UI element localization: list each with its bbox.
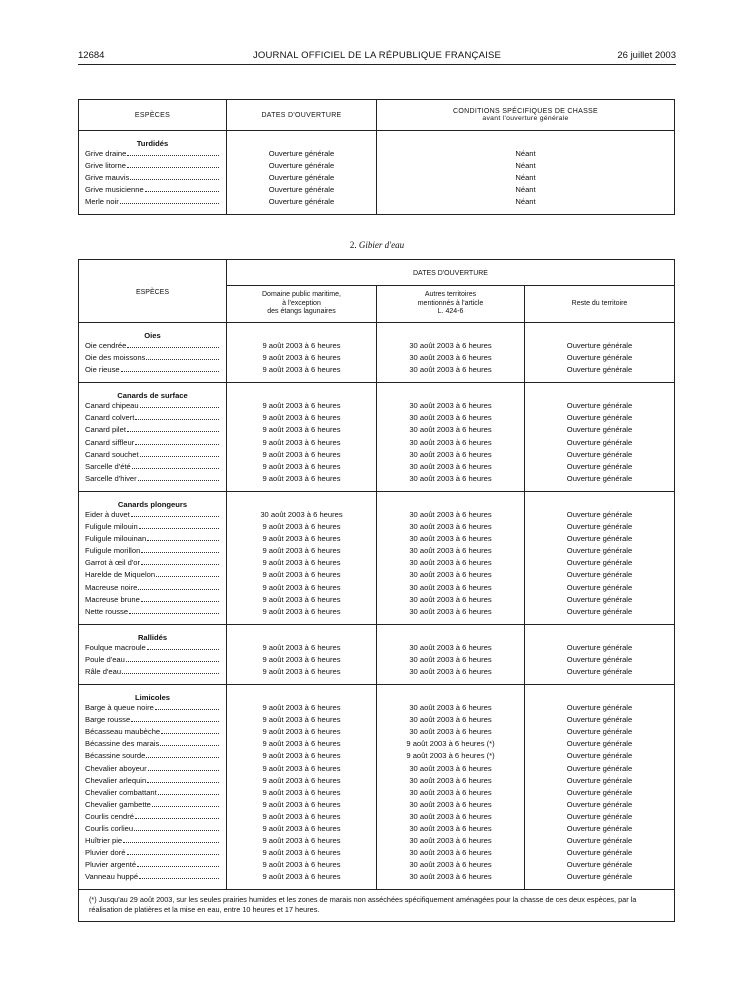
date-domaine-public: 9 août 2003 à 6 heures <box>227 582 377 594</box>
date-reste-territoire: Ouverture générale <box>525 557 675 569</box>
species-name: Canard chipeau <box>79 400 227 412</box>
date-reste-territoire: Ouverture générale <box>525 473 675 485</box>
table-row <box>79 196 675 208</box>
col-header-conditions: CONDITIONS SPÉCIFIQUES DE CHASSE avant l'ouverture générale <box>377 100 675 131</box>
date-reste-territoire: Ouverture générale <box>525 352 675 364</box>
species-name: Oie des moissons <box>79 352 227 364</box>
date-autres-territoires: 30 août 2003 à 6 heures <box>377 799 525 811</box>
species-name: Fuligule milouinan <box>79 533 227 545</box>
group-title-row <box>79 131 675 149</box>
opening-date: Ouverture générale <box>227 148 377 160</box>
date-domaine-public: 9 août 2003 à 6 heures <box>227 775 377 787</box>
date-reste-territoire: Ouverture générale <box>525 412 675 424</box>
species-name: Eider à duvet <box>79 509 227 521</box>
table-row <box>79 521 675 533</box>
date-domaine-public: 9 août 2003 à 6 heures <box>227 424 377 436</box>
col-header-dates: DATES D'OUVERTURE <box>227 100 377 131</box>
date-reste-territoire: Ouverture générale <box>525 340 675 352</box>
date-autres-territoires: 30 août 2003 à 6 heures <box>377 871 525 883</box>
opening-date: Ouverture générale <box>227 196 377 208</box>
date-autres-territoires: 30 août 2003 à 6 heures <box>377 424 525 436</box>
species-name: Chevalier aboyeur <box>79 763 227 775</box>
page-header <box>78 50 676 65</box>
date-autres-territoires: 30 août 2003 à 6 heures <box>377 714 525 726</box>
table-row <box>79 424 675 436</box>
date-reste-territoire: Ouverture générale <box>525 400 675 412</box>
table-row <box>79 823 675 835</box>
date-reste-territoire: Ouverture générale <box>525 569 675 581</box>
date-autres-territoires: 30 août 2003 à 6 heures <box>377 473 525 485</box>
species-name: Merle noir <box>79 196 227 208</box>
species-name: Macreuse brune <box>79 594 227 606</box>
date-reste-territoire: Ouverture générale <box>525 750 675 762</box>
species-name: Bécassine sourde <box>79 750 227 762</box>
date-domaine-public: 9 août 2003 à 6 heures <box>227 823 377 835</box>
table-row <box>79 835 675 847</box>
table-row <box>79 582 675 594</box>
date-domaine-public: 9 août 2003 à 6 heures <box>227 787 377 799</box>
date-autres-territoires: 30 août 2003 à 6 heures <box>377 364 525 376</box>
date-reste-territoire: Ouverture générale <box>525 811 675 823</box>
gibier-eau-table <box>78 259 675 922</box>
table-row <box>79 763 675 775</box>
table-row <box>79 437 675 449</box>
table-row <box>79 352 675 364</box>
date-autres-territoires: 30 août 2003 à 6 heures <box>377 847 525 859</box>
col-header-autres-territoires: Autres territoires mentionnés à l'article L. 424-6 <box>377 286 525 323</box>
species-name: Grive mauvis <box>79 172 227 184</box>
date-reste-territoire: Ouverture générale <box>525 364 675 376</box>
date-reste-territoire: Ouverture générale <box>525 606 675 618</box>
species-name: Nette rousse <box>79 606 227 618</box>
journal-title: JOURNAL OFFICIEL DE LA RÉPUBLIQUE FRANÇAISE <box>252 50 502 61</box>
group-title-row <box>79 685 675 703</box>
table-row <box>79 449 675 461</box>
species-name: Sarcelle d'été <box>79 461 227 473</box>
species-name: Huîtrier pie <box>79 835 227 847</box>
species-name: Râle d'eau <box>79 666 227 678</box>
date-reste-territoire: Ouverture générale <box>525 714 675 726</box>
date-reste-territoire: Ouverture générale <box>525 449 675 461</box>
col-header-species: ESPÈCES <box>79 100 227 131</box>
date-autres-territoires: 30 août 2003 à 6 heures <box>377 533 525 545</box>
date-reste-territoire: Ouverture générale <box>525 847 675 859</box>
date-domaine-public: 9 août 2003 à 6 heures <box>227 835 377 847</box>
col-header-reste-territoire: Reste du territoire <box>525 286 675 323</box>
date-autres-territoires: 30 août 2003 à 6 heures <box>377 557 525 569</box>
date-domaine-public: 9 août 2003 à 6 heures <box>227 473 377 485</box>
group-title-row <box>79 491 675 509</box>
date-domaine-public: 9 août 2003 à 6 heures <box>227 666 377 678</box>
date-domaine-public: 9 août 2003 à 6 heures <box>227 642 377 654</box>
species-name: Grive musicienne <box>79 184 227 196</box>
date-autres-territoires: 30 août 2003 à 6 heures <box>377 666 525 678</box>
date-reste-territoire: Ouverture générale <box>525 461 675 473</box>
table-row <box>79 364 675 376</box>
footnote: (*) Jusqu'au 29 août 2003, sur les seules prairies humides et les zones de marais non asséchées spécifiquement aménagées pour la chasse de ces deux espèces, par la réalisation de platières et la mise en eau, entre 10 heures et 17 heures. <box>79 890 675 922</box>
species-name: Oie cendrée <box>79 340 227 352</box>
date-domaine-public: 9 août 2003 à 6 heures <box>227 521 377 533</box>
date-domaine-public: 9 août 2003 à 6 heures <box>227 557 377 569</box>
table-row <box>79 509 675 521</box>
species-name: Poule d'eau <box>79 654 227 666</box>
date-autres-territoires: 30 août 2003 à 6 heures <box>377 461 525 473</box>
table-row <box>79 811 675 823</box>
date-reste-territoire: Ouverture générale <box>525 437 675 449</box>
hunting-conditions: Néant <box>377 196 675 208</box>
date-reste-territoire: Ouverture générale <box>525 582 675 594</box>
date-domaine-public: 9 août 2003 à 6 heures <box>227 726 377 738</box>
col-header-species: ESPÈCES <box>79 260 227 323</box>
table-row <box>79 594 675 606</box>
date-domaine-public: 9 août 2003 à 6 heures <box>227 799 377 811</box>
date-autres-territoires: 30 août 2003 à 6 heures <box>377 775 525 787</box>
date-reste-territoire: Ouverture générale <box>525 424 675 436</box>
table-row <box>79 412 675 424</box>
date-autres-territoires: 30 août 2003 à 6 heures <box>377 606 525 618</box>
table-row <box>79 726 675 738</box>
table-row <box>79 799 675 811</box>
species-name: Fuligule morillon <box>79 545 227 557</box>
date-reste-territoire: Ouverture générale <box>525 642 675 654</box>
date-reste-territoire: Ouverture générale <box>525 654 675 666</box>
date-autres-territoires: 30 août 2003 à 6 heures <box>377 835 525 847</box>
opening-date: Ouverture générale <box>227 184 377 196</box>
table-row <box>79 461 675 473</box>
hunting-conditions: Néant <box>377 148 675 160</box>
date-domaine-public: 9 août 2003 à 6 heures <box>227 533 377 545</box>
species-name: Bécasseau maubèche <box>79 726 227 738</box>
date-domaine-public: 9 août 2003 à 6 heures <box>227 400 377 412</box>
date-domaine-public: 9 août 2003 à 6 heures <box>227 847 377 859</box>
group-title-row <box>79 624 675 642</box>
table-row <box>79 642 675 654</box>
date-reste-territoire: Ouverture générale <box>525 799 675 811</box>
table-row <box>79 654 675 666</box>
species-name: Vanneau huppé <box>79 871 227 883</box>
table-row <box>79 666 675 678</box>
date-reste-territoire: Ouverture générale <box>525 859 675 871</box>
date-domaine-public: 9 août 2003 à 6 heures <box>227 738 377 750</box>
table-row <box>79 775 675 787</box>
date-domaine-public: 9 août 2003 à 6 heures <box>227 545 377 557</box>
date-autres-territoires: 9 août 2003 à 6 heures (*) <box>377 750 525 762</box>
date-autres-territoires: 30 août 2003 à 6 heures <box>377 787 525 799</box>
date-autres-territoires: 30 août 2003 à 6 heures <box>377 437 525 449</box>
species-name: Barge à queue noire <box>79 702 227 714</box>
date-domaine-public: 9 août 2003 à 6 heures <box>227 871 377 883</box>
table-row <box>79 184 675 196</box>
species-name: Oie rieuse <box>79 364 227 376</box>
group-title-row <box>79 383 675 401</box>
date-reste-territoire: Ouverture générale <box>525 835 675 847</box>
date-domaine-public: 9 août 2003 à 6 heures <box>227 714 377 726</box>
page-number: 12684 <box>78 50 105 61</box>
date-domaine-public: 9 août 2003 à 6 heures <box>227 750 377 762</box>
table-row <box>79 738 675 750</box>
species-name: Harelde de Miquelon <box>79 569 227 581</box>
group-title: Rallidés <box>79 624 227 642</box>
table-row <box>79 714 675 726</box>
date-autres-territoires: 30 août 2003 à 6 heures <box>377 811 525 823</box>
species-name: Macreuse noire <box>79 582 227 594</box>
table-row <box>79 606 675 618</box>
date-reste-territoire: Ouverture générale <box>525 763 675 775</box>
date-autres-territoires: 30 août 2003 à 6 heures <box>377 702 525 714</box>
species-name: Canard colvert <box>79 412 227 424</box>
species-name: Sarcelle d'hiver <box>79 473 227 485</box>
date-autres-territoires: 30 août 2003 à 6 heures <box>377 823 525 835</box>
table-row <box>79 160 675 172</box>
date-domaine-public: 9 août 2003 à 6 heures <box>227 654 377 666</box>
turdides-table <box>78 99 675 215</box>
group-title: Oies <box>79 323 227 341</box>
date-autres-territoires: 30 août 2003 à 6 heures <box>377 582 525 594</box>
species-name: Grive draine <box>79 148 227 160</box>
species-name: Pluvier doré <box>79 847 227 859</box>
species-name: Chevalier gambette <box>79 799 227 811</box>
date-autres-territoires: 30 août 2003 à 6 heures <box>377 763 525 775</box>
date-domaine-public: 9 août 2003 à 6 heures <box>227 606 377 618</box>
species-name: Grive litorne <box>79 160 227 172</box>
hunting-conditions: Néant <box>377 184 675 196</box>
date-autres-territoires: 30 août 2003 à 6 heures <box>377 545 525 557</box>
date-domaine-public: 9 août 2003 à 6 heures <box>227 437 377 449</box>
date-domaine-public: 9 août 2003 à 6 heures <box>227 569 377 581</box>
date-autres-territoires: 30 août 2003 à 6 heures <box>377 449 525 461</box>
species-name: Bécassine des marais <box>79 738 227 750</box>
hunting-conditions: Néant <box>377 160 675 172</box>
hunting-conditions: Néant <box>377 172 675 184</box>
species-name: Garrot à œil d'or <box>79 557 227 569</box>
date-reste-territoire: Ouverture générale <box>525 775 675 787</box>
date-reste-territoire: Ouverture générale <box>525 871 675 883</box>
species-name: Chevalier arlequin <box>79 775 227 787</box>
table-row <box>79 400 675 412</box>
date-autres-territoires: 30 août 2003 à 6 heures <box>377 340 525 352</box>
table-row <box>79 871 675 883</box>
date-reste-territoire: Ouverture générale <box>525 509 675 521</box>
group-title: Canards plongeurs <box>79 491 227 509</box>
species-name: Courlis cendré <box>79 811 227 823</box>
date-autres-territoires: 30 août 2003 à 6 heures <box>377 400 525 412</box>
date-autres-territoires: 9 août 2003 à 6 heures (*) <box>377 738 525 750</box>
date-autres-territoires: 30 août 2003 à 6 heures <box>377 654 525 666</box>
species-name: Canard souchet <box>79 449 227 461</box>
date-domaine-public: 9 août 2003 à 6 heures <box>227 449 377 461</box>
date-reste-territoire: Ouverture générale <box>525 738 675 750</box>
date-autres-territoires: 30 août 2003 à 6 heures <box>377 569 525 581</box>
group-title: Limicoles <box>79 685 227 703</box>
opening-date: Ouverture générale <box>227 172 377 184</box>
table-row <box>79 533 675 545</box>
date-autres-territoires: 30 août 2003 à 6 heures <box>377 521 525 533</box>
date-reste-territoire: Ouverture générale <box>525 545 675 557</box>
date-domaine-public: 9 août 2003 à 6 heures <box>227 352 377 364</box>
col-header-dates: DATES D'OUVERTURE <box>227 260 675 286</box>
table-row <box>79 787 675 799</box>
date-domaine-public: 30 août 2003 à 6 heures <box>227 509 377 521</box>
date-reste-territoire: Ouverture générale <box>525 726 675 738</box>
species-name: Courlis corlieu <box>79 823 227 835</box>
date-domaine-public: 9 août 2003 à 6 heures <box>227 461 377 473</box>
table-row <box>79 148 675 160</box>
table-row <box>79 557 675 569</box>
date-domaine-public: 9 août 2003 à 6 heures <box>227 364 377 376</box>
publication-date: 26 juillet 2003 <box>617 50 676 61</box>
date-autres-territoires: 30 août 2003 à 6 heures <box>377 509 525 521</box>
date-reste-territoire: Ouverture générale <box>525 594 675 606</box>
date-reste-territoire: Ouverture générale <box>525 521 675 533</box>
species-name: Pluvier argenté <box>79 859 227 871</box>
date-autres-territoires: 30 août 2003 à 6 heures <box>377 726 525 738</box>
species-name: Canard siffleur <box>79 437 227 449</box>
table-row <box>79 847 675 859</box>
table-row <box>79 545 675 557</box>
date-autres-territoires: 30 août 2003 à 6 heures <box>377 594 525 606</box>
col-header-domaine-public: Domaine public maritime, à l'exception des étangs lagunaires <box>227 286 377 323</box>
opening-date: Ouverture générale <box>227 160 377 172</box>
date-reste-territoire: Ouverture générale <box>525 666 675 678</box>
date-domaine-public: 9 août 2003 à 6 heures <box>227 702 377 714</box>
section-title: 2. Gibier d'eau <box>349 240 405 250</box>
species-name: Fuligule milouin <box>79 521 227 533</box>
group-title: Canards de surface <box>79 383 227 401</box>
date-autres-territoires: 30 août 2003 à 6 heures <box>377 642 525 654</box>
table-row <box>79 172 675 184</box>
date-reste-territoire: Ouverture générale <box>525 702 675 714</box>
group-title-row <box>79 323 675 341</box>
group-title: Turdidés <box>79 131 227 149</box>
date-domaine-public: 9 août 2003 à 6 heures <box>227 340 377 352</box>
date-domaine-public: 9 août 2003 à 6 heures <box>227 811 377 823</box>
date-reste-territoire: Ouverture générale <box>525 787 675 799</box>
table-row <box>79 702 675 714</box>
date-autres-territoires: 30 août 2003 à 6 heures <box>377 412 525 424</box>
date-domaine-public: 9 août 2003 à 6 heures <box>227 859 377 871</box>
table-row <box>79 340 675 352</box>
species-name: Chevalier combattant <box>79 787 227 799</box>
table-row <box>79 569 675 581</box>
table-header-row <box>79 100 675 131</box>
species-name: Canard pilet <box>79 424 227 436</box>
date-domaine-public: 9 août 2003 à 6 heures <box>227 763 377 775</box>
date-autres-territoires: 30 août 2003 à 6 heures <box>377 859 525 871</box>
species-name: Foulque macroule <box>79 642 227 654</box>
table-row <box>79 750 675 762</box>
date-autres-territoires: 30 août 2003 à 6 heures <box>377 352 525 364</box>
date-reste-territoire: Ouverture générale <box>525 823 675 835</box>
table-row <box>79 859 675 871</box>
date-domaine-public: 9 août 2003 à 6 heures <box>227 412 377 424</box>
species-name: Barge rousse <box>79 714 227 726</box>
table-row <box>79 473 675 485</box>
date-reste-territoire: Ouverture générale <box>525 533 675 545</box>
date-domaine-public: 9 août 2003 à 6 heures <box>227 594 377 606</box>
